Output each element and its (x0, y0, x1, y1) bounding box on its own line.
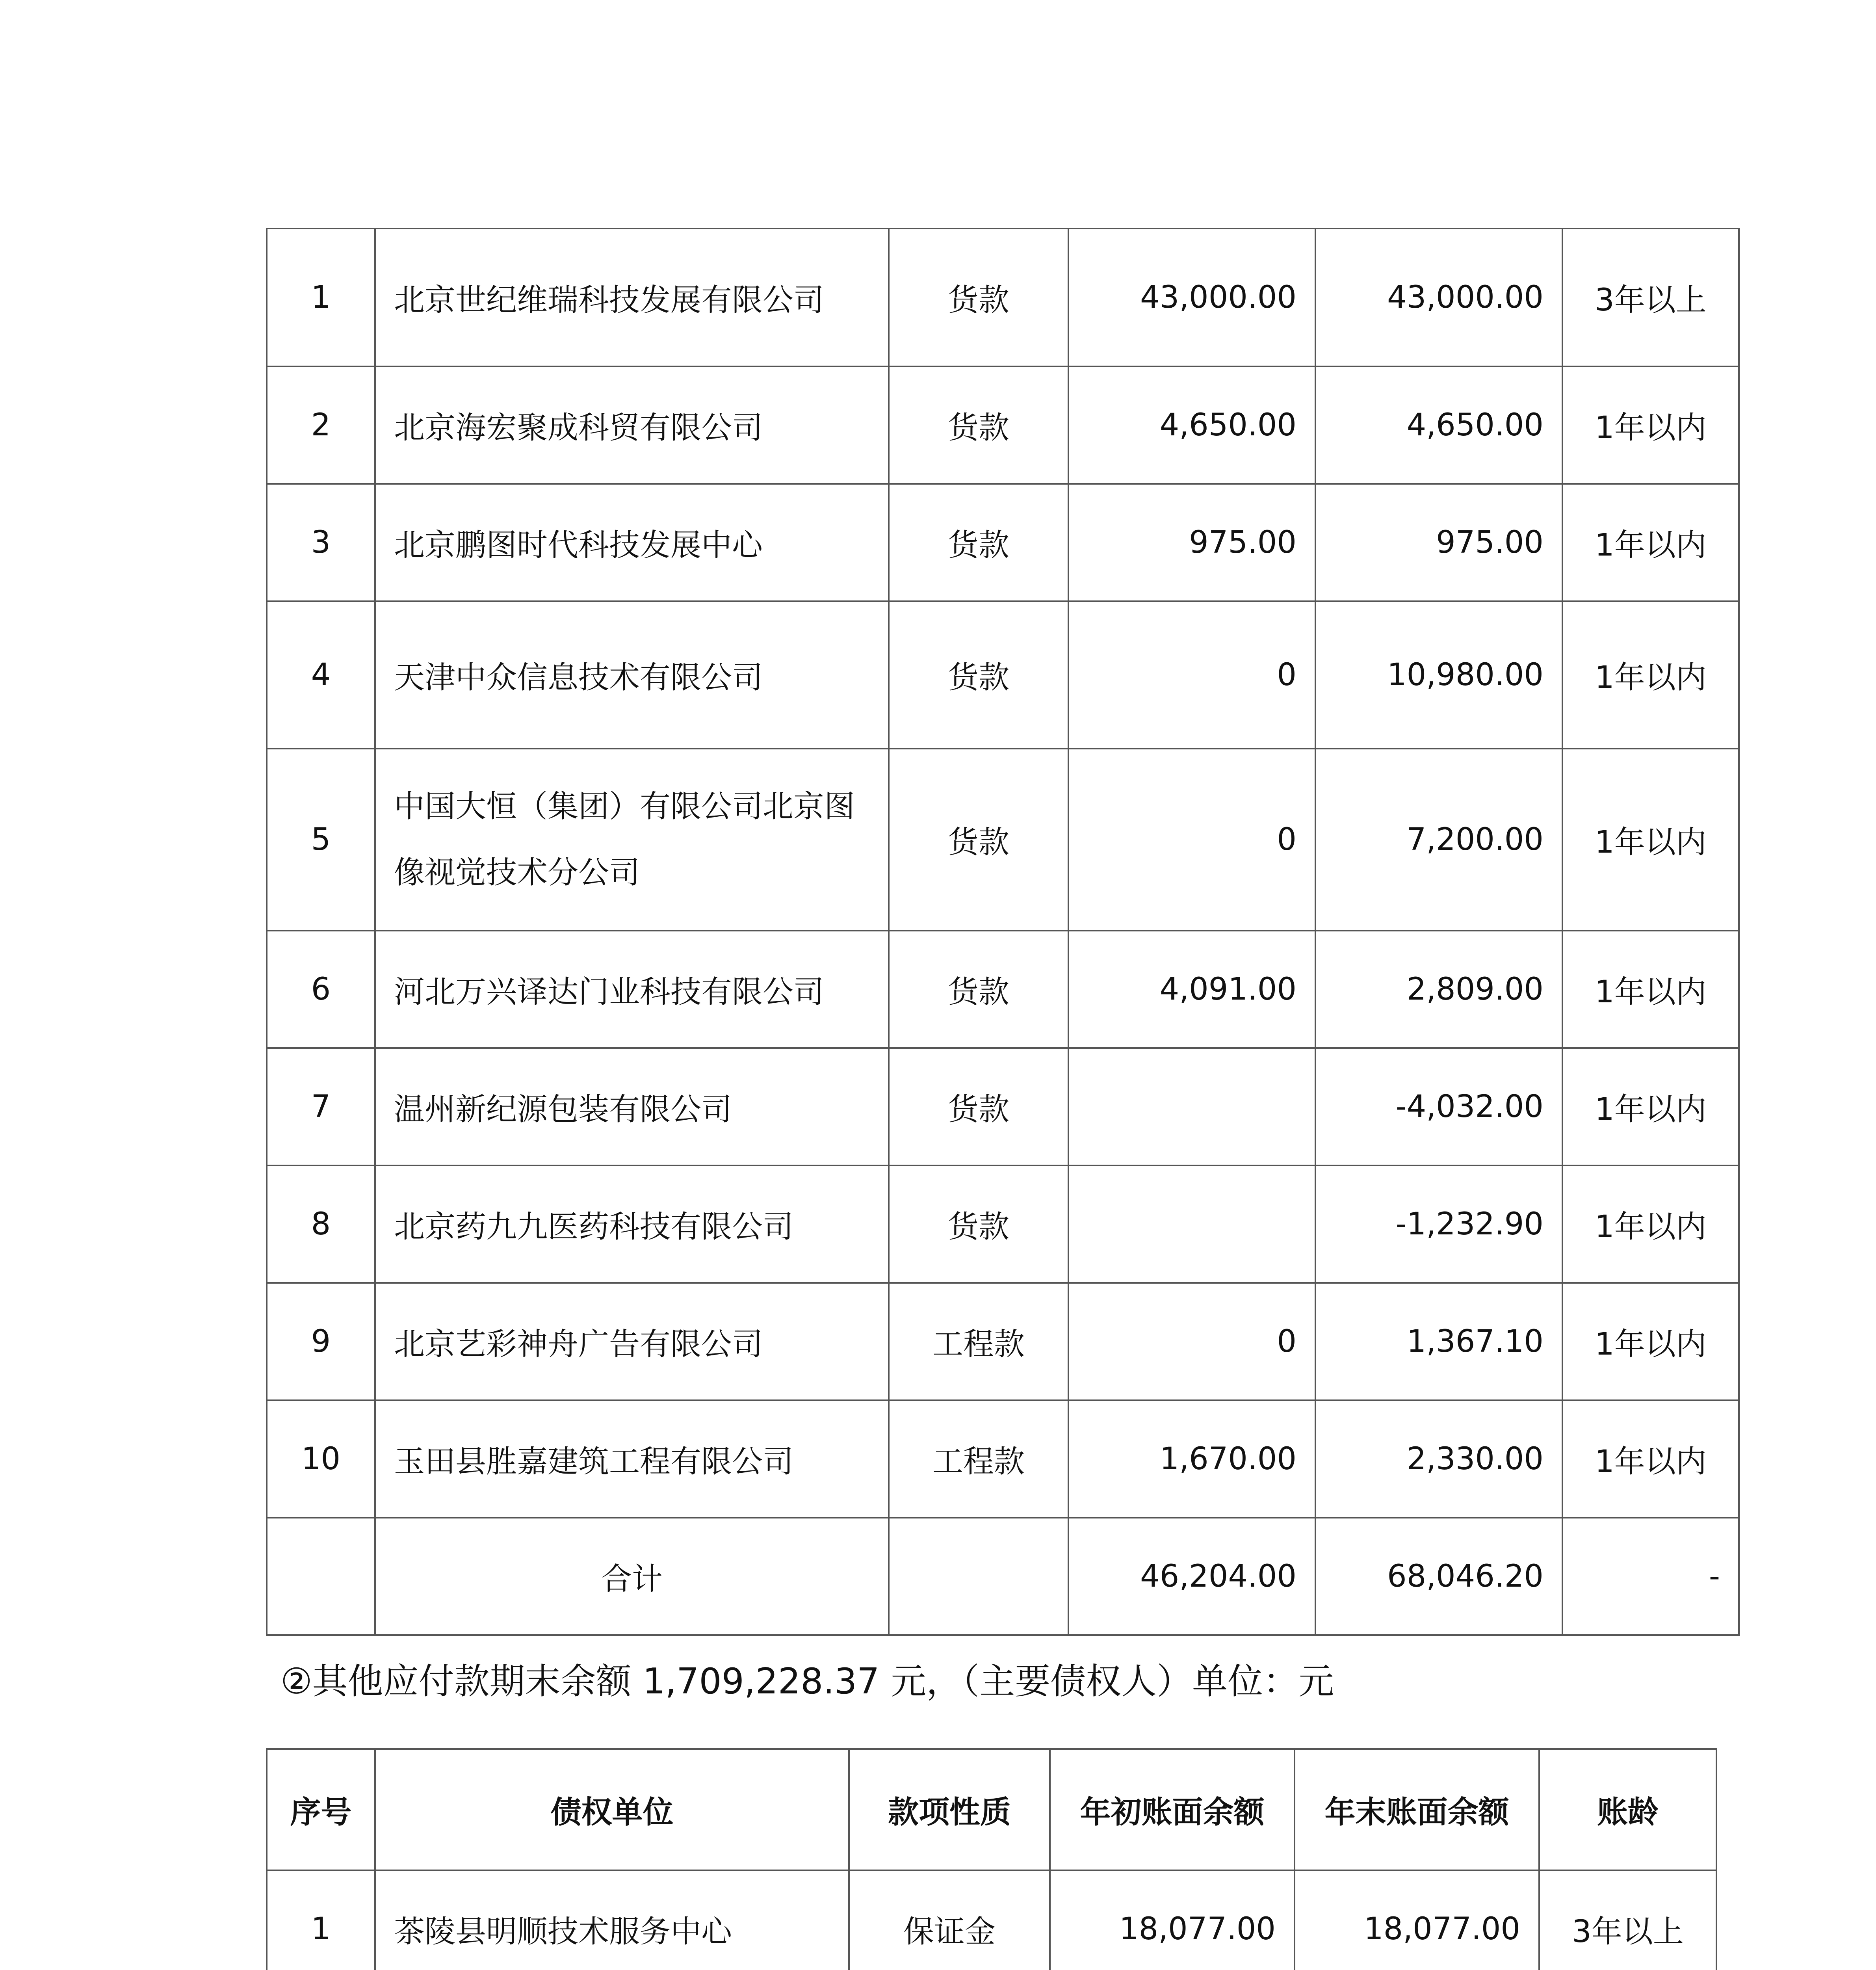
header-no: 序号 (267, 1749, 375, 1870)
row-number: 10 (267, 1400, 375, 1518)
creditor-name: 北京世纪维瑞科技发展有限公司 (375, 229, 889, 366)
total-closing-balance: 68,046.20 (1315, 1518, 1562, 1635)
row-number: 8 (267, 1165, 375, 1283)
empty-cell (267, 1518, 375, 1635)
header-aging: 账龄 (1539, 1749, 1716, 1870)
payment-type: 货款 (889, 229, 1068, 366)
table-row (267, 931, 1739, 1048)
row-number: 1 (267, 229, 375, 366)
closing-balance: 2,330.00 (1315, 1400, 1562, 1518)
closing-balance: 2,809.00 (1315, 931, 1562, 1048)
closing-balance: 7,200.00 (1315, 749, 1562, 931)
payment-type: 工程款 (889, 1283, 1068, 1400)
aging: 1年以内 (1562, 601, 1739, 749)
header-creditor: 债权单位 (375, 1749, 849, 1870)
aging: 1年以内 (1562, 366, 1739, 484)
row-number: 4 (267, 601, 375, 749)
opening-balance (1068, 1165, 1315, 1283)
empty-cell (889, 1518, 1068, 1635)
total-row (267, 1518, 1739, 1635)
creditor-name: 茶陵县明顺技术服务中心 (375, 1870, 849, 1970)
section-caption: ②其他应付款期末余额 1,709,228.37 元，（主要债权人）单位：元 (280, 1661, 1334, 1702)
payment-type: 工程款 (889, 1400, 1068, 1518)
closing-balance: -1,232.90 (1315, 1165, 1562, 1283)
creditor-name: 北京海宏聚成科贸有限公司 (375, 366, 889, 484)
total-opening-balance: 46,204.00 (1068, 1518, 1315, 1635)
aging: 1年以内 (1562, 1048, 1739, 1165)
opening-balance: 1,670.00 (1068, 1400, 1315, 1518)
closing-balance: 43,000.00 (1315, 229, 1562, 366)
total-aging: - (1562, 1518, 1739, 1635)
opening-balance: 975.00 (1068, 484, 1315, 601)
aging: 1年以内 (1562, 484, 1739, 601)
row-number: 9 (267, 1283, 375, 1400)
opening-balance: 0 (1068, 1283, 1315, 1400)
aging: 1年以内 (1562, 1400, 1739, 1518)
table-row (267, 1870, 1716, 1970)
creditor-name: 温州新纪源包装有限公司 (375, 1048, 889, 1165)
creditor-name: 北京鹏图时代科技发展中心 (375, 484, 889, 601)
payment-type: 货款 (889, 1048, 1068, 1165)
header-opening-balance: 年初账面余额 (1050, 1749, 1295, 1870)
opening-balance: 4,091.00 (1068, 931, 1315, 1048)
closing-balance: 4,650.00 (1315, 366, 1562, 484)
table-row (267, 1048, 1739, 1165)
aging: 1年以内 (1562, 931, 1739, 1048)
row-number: 7 (267, 1048, 375, 1165)
creditor-name: 天津中众信息技术有限公司 (375, 601, 889, 749)
payment-type: 货款 (889, 366, 1068, 484)
opening-balance: 0 (1068, 601, 1315, 749)
payment-type: 货款 (889, 749, 1068, 931)
opening-balance: 0 (1068, 749, 1315, 931)
opening-balance (1068, 1048, 1315, 1165)
aging: 3年以上 (1562, 229, 1739, 366)
payment-type: 货款 (889, 1165, 1068, 1283)
creditor-name: 北京艺彩神舟广告有限公司 (375, 1283, 889, 1400)
other-payables-table (266, 1748, 1717, 1970)
payment-type: 货款 (889, 601, 1068, 749)
aging: 3年以上 (1539, 1870, 1716, 1970)
opening-balance: 18,077.00 (1050, 1870, 1295, 1970)
payment-type: 货款 (889, 931, 1068, 1048)
creditor-name: 玉田县胜嘉建筑工程有限公司 (375, 1400, 889, 1518)
row-number: 1 (267, 1870, 375, 1970)
header-type: 款项性质 (849, 1749, 1050, 1870)
table-row (267, 229, 1739, 366)
table-row (267, 749, 1739, 931)
creditor-name: 中国大恒（集团）有限公司北京图像视觉技术分公司 (375, 749, 889, 931)
total-label: 合计 (375, 1518, 889, 1635)
table-row (267, 1165, 1739, 1283)
creditor-name: 北京药九九医药科技有限公司 (375, 1165, 889, 1283)
opening-balance: 4,650.00 (1068, 366, 1315, 484)
payment-type: 保证金 (849, 1870, 1050, 1970)
aging: 1年以内 (1562, 1165, 1739, 1283)
table-row (267, 1283, 1739, 1400)
row-number: 5 (267, 749, 375, 931)
closing-balance: -4,032.00 (1315, 1048, 1562, 1165)
closing-balance: 18,077.00 (1295, 1870, 1539, 1970)
closing-balance: 975.00 (1315, 484, 1562, 601)
table-row (267, 366, 1739, 484)
table-header-row (267, 1749, 1716, 1870)
row-number: 6 (267, 931, 375, 1048)
table-row (267, 601, 1739, 749)
payment-type: 货款 (889, 484, 1068, 601)
accounts-payable-table (266, 228, 1740, 1636)
table-row (267, 1400, 1739, 1518)
closing-balance: 10,980.00 (1315, 601, 1562, 749)
opening-balance: 43,000.00 (1068, 229, 1315, 366)
aging: 1年以内 (1562, 1283, 1739, 1400)
closing-balance: 1,367.10 (1315, 1283, 1562, 1400)
creditor-name: 河北万兴译达门业科技有限公司 (375, 931, 889, 1048)
aging: 1年以内 (1562, 749, 1739, 931)
row-number: 3 (267, 484, 375, 601)
header-closing-balance: 年末账面余额 (1295, 1749, 1539, 1870)
table-row (267, 484, 1739, 601)
row-number: 2 (267, 366, 375, 484)
